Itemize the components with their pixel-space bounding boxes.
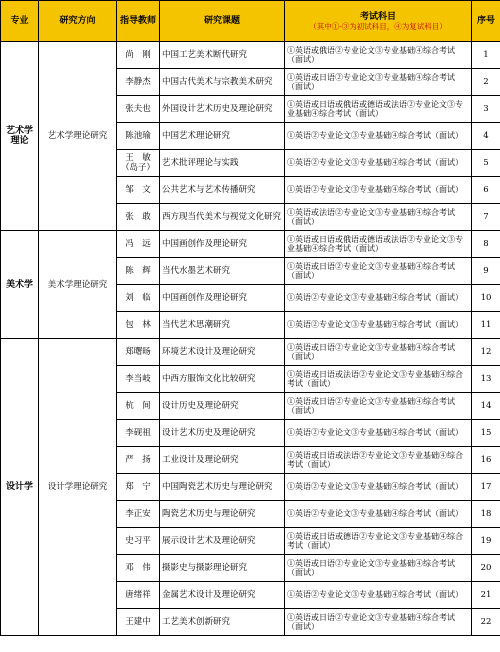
- topic-cell: 工艺美术创新研究: [160, 609, 285, 636]
- teacher-cell: 陈池瑜: [117, 123, 160, 150]
- exam-cell: ①英语②专业论文③专业基础④综合考试（面试）: [285, 285, 472, 312]
- teacher-cell: 张夫也: [117, 96, 160, 123]
- exam-cell: ①英语②专业论文③专业基础④综合考试（面试）: [285, 501, 472, 528]
- header-topic: 研究课题: [160, 1, 285, 42]
- no-cell: 15: [472, 420, 500, 447]
- header-no: 序号: [472, 1, 500, 42]
- topic-cell: 中国陶瓷艺术历史与理论研究: [160, 474, 285, 501]
- exam-cell: ①英语或日语②专业论文③专业基础④综合考试（面试）: [285, 393, 472, 420]
- exam-cell: ①英语或日语或俄语或德语或法语②专业论文③专业基础④综合考试（面试）: [285, 231, 472, 258]
- teacher-cell: 王建中: [117, 609, 160, 636]
- teacher-cell: 唐绪祥: [117, 582, 160, 609]
- teacher-cell: 张 敢: [117, 204, 160, 231]
- no-cell: 20: [472, 555, 500, 582]
- exam-cell: ①英语②专业论文③专业基础④综合考试（面试）: [285, 177, 472, 204]
- teacher-cell: 严 扬: [117, 447, 160, 474]
- exam-cell: ①英语或日语②专业论文③专业基础④综合考试（面试）: [285, 69, 472, 96]
- exam-cell: ①英语或日语②专业论文③专业基础④综合考试（面试）: [285, 609, 472, 636]
- no-cell: 17: [472, 474, 500, 501]
- no-cell: 2: [472, 69, 500, 96]
- major-cell: 艺术学 理论: [1, 42, 39, 231]
- no-cell: 13: [472, 366, 500, 393]
- no-cell: 19: [472, 528, 500, 555]
- topic-cell: 摄影史与摄影理论研究: [160, 555, 285, 582]
- no-cell: 16: [472, 447, 500, 474]
- topic-cell: 环境艺术设计及理论研究: [160, 339, 285, 366]
- teacher-cell: 王 敏 （岛子）: [117, 150, 160, 177]
- teacher-cell: 郑 宁: [117, 474, 160, 501]
- major-cell: 美术学: [1, 231, 39, 339]
- header-exam-note: （其中①-③为初试科目，④为复试科目）: [309, 21, 447, 31]
- topic-cell: 中西方服饰文化比较研究: [160, 366, 285, 393]
- no-cell: 6: [472, 177, 500, 204]
- no-cell: 14: [472, 393, 500, 420]
- exam-cell: ①英语或日语或法语②专业论文③专业基础④综合考试（面试）: [285, 366, 472, 393]
- exam-cell: ①英语或法语②专业论文③专业基础④综合考试（面试）: [285, 204, 472, 231]
- no-cell: 5: [472, 150, 500, 177]
- exam-cell: ①英语或日语②专业论文③专业基础④综合考试（面试）: [285, 555, 472, 582]
- teacher-cell: 李正安: [117, 501, 160, 528]
- exam-cell: ①英语②专业论文③专业基础④综合考试（面试）: [285, 420, 472, 447]
- topic-cell: 中国艺术理论研究: [160, 123, 285, 150]
- teacher-cell: 李当岐: [117, 366, 160, 393]
- topic-cell: 金属艺术设计及理论研究: [160, 582, 285, 609]
- direction-cell: 美术学理论研究: [39, 231, 117, 339]
- table-row: [1, 42, 500, 69]
- teacher-cell: 郑曙旸: [117, 339, 160, 366]
- topic-cell: 艺术批评理论与实践: [160, 150, 285, 177]
- teacher-cell: 包 林: [117, 312, 160, 339]
- teacher-cell: 李砚祖: [117, 420, 160, 447]
- no-cell: 18: [472, 501, 500, 528]
- teacher-cell: 陈 辉: [117, 258, 160, 285]
- direction-cell: 艺术学理论研究: [39, 42, 117, 231]
- topic-cell: 西方现当代美术与视觉文化研究: [160, 204, 285, 231]
- header-teacher: 指导教师: [117, 1, 160, 42]
- topic-cell: 中国工艺美术断代研究: [160, 42, 285, 69]
- exam-cell: ①英语②专业论文③专业基础④综合考试（面试）: [285, 582, 472, 609]
- major-cell: 设计学: [1, 339, 39, 636]
- topic-cell: 中国画创作及理论研究: [160, 231, 285, 258]
- no-cell: 11: [472, 312, 500, 339]
- table-body: [1, 42, 500, 636]
- no-cell: 3: [472, 96, 500, 123]
- header-exam-title: 考试科目: [359, 11, 396, 22]
- topic-cell: 陶瓷艺术历史与理论研究: [160, 501, 285, 528]
- exam-cell: ①英语②专业论文③专业基础④综合考试（面试）: [285, 474, 472, 501]
- exam-cell: ①英语或日语②专业论文③专业基础④综合考试（面试）: [285, 339, 472, 366]
- topic-cell: 中国古代美术与宗教美术研究: [160, 69, 285, 96]
- teacher-cell: 刘 临: [117, 285, 160, 312]
- exam-cell: ①英语②专业论文③专业基础④综合考试（面试）: [285, 123, 472, 150]
- no-cell: 22: [472, 609, 500, 636]
- exam-cell: ①英语或日语或德语②专业论文③专业基础④综合考试（面试）: [285, 528, 472, 555]
- teacher-cell: 李静杰: [117, 69, 160, 96]
- topic-cell: 当代水墨艺术研究: [160, 258, 285, 285]
- no-cell: 7: [472, 204, 500, 231]
- exam-cell: ①英语或日语或俄语或德语或法语②专业论文③专业基础④综合考试（面试）: [285, 96, 472, 123]
- topic-cell: 设计历史及理论研究: [160, 393, 285, 420]
- no-cell: 4: [472, 123, 500, 150]
- direction-cell: 设计学理论研究: [39, 339, 117, 636]
- topic-cell: 当代艺术思潮研究: [160, 312, 285, 339]
- header-row: [1, 1, 500, 42]
- exam-cell: ①英语或日语或法语②专业论文③专业基础④综合考试（面试）: [285, 447, 472, 474]
- no-cell: 9: [472, 258, 500, 285]
- teacher-cell: 邹 文: [117, 177, 160, 204]
- topic-cell: 外国设计艺术历史及理论研究: [160, 96, 285, 123]
- teacher-cell: 邓 伟: [117, 555, 160, 582]
- table-row: [1, 231, 500, 258]
- no-cell: 1: [472, 42, 500, 69]
- no-cell: 21: [472, 582, 500, 609]
- header-exam: [285, 1, 472, 42]
- topic-cell: 设计艺术历史及理论研究: [160, 420, 285, 447]
- topic-cell: 中国画创作及理论研究: [160, 285, 285, 312]
- header-major: 专业: [1, 1, 39, 42]
- exam-cell: ①英语或日语②专业论文③专业基础④综合考试（面试）: [285, 258, 472, 285]
- exam-cell: ①英语或俄语②专业论文③专业基础④综合考试（面试）: [285, 42, 472, 69]
- exam-cell: ①英语②专业论文③专业基础④综合考试（面试）: [285, 150, 472, 177]
- no-cell: 12: [472, 339, 500, 366]
- topic-cell: 工业设计及理论研究: [160, 447, 285, 474]
- table-row: [1, 339, 500, 366]
- no-cell: 10: [472, 285, 500, 312]
- teacher-cell: 尚 刚: [117, 42, 160, 69]
- topic-cell: 展示设计艺术及理论研究: [160, 528, 285, 555]
- exam-cell: ①英语②专业论文③专业基础④综合考试（面试）: [285, 312, 472, 339]
- topic-cell: 公共艺术与艺术传播研究: [160, 177, 285, 204]
- no-cell: 8: [472, 231, 500, 258]
- teacher-cell: 冯 远: [117, 231, 160, 258]
- teacher-cell: 杭 间: [117, 393, 160, 420]
- teacher-cell: 史习平: [117, 528, 160, 555]
- header-direction: 研究方向: [39, 1, 117, 42]
